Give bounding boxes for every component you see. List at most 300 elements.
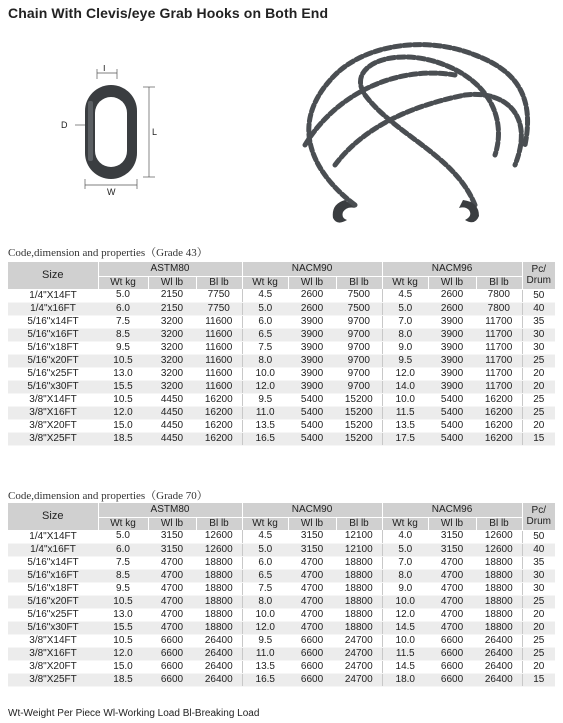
header-sub: Wt kg (98, 277, 148, 290)
value-cell: 6600 (288, 660, 336, 673)
value-cell: 3200 (148, 367, 196, 380)
value-cell: 7.0 (382, 315, 428, 328)
value-cell: 14.5 (382, 660, 428, 673)
size-cell: 1/4"X14FT (8, 530, 98, 543)
value-cell: 13.5 (242, 660, 288, 673)
value-cell: 12600 (476, 530, 522, 543)
value-cell: 5400 (288, 419, 336, 432)
header-sub: Wt kg (98, 518, 148, 531)
value-cell: 3150 (428, 543, 476, 556)
value-cell: 18800 (336, 556, 382, 569)
value-cell: 9700 (336, 328, 382, 341)
value-cell: 4700 (428, 595, 476, 608)
value-cell: 2600 (288, 302, 336, 315)
value-cell: 24700 (336, 647, 382, 660)
value-cell: 3200 (148, 328, 196, 341)
value-cell: 13.5 (242, 419, 288, 432)
value-cell: 4700 (148, 595, 196, 608)
header-size: Size (8, 503, 98, 530)
value-cell: 8.0 (382, 328, 428, 341)
value-cell: 4450 (148, 393, 196, 406)
value-cell: 16200 (196, 406, 242, 419)
table-row (8, 289, 555, 302)
value-cell: 13.0 (98, 367, 148, 380)
value-cell: 50 (522, 289, 555, 302)
value-cell: 7.0 (382, 556, 428, 569)
size-cell: 5/16"x20FT (8, 595, 98, 608)
header-sub: Wl lb (428, 277, 476, 290)
value-cell: 9.5 (98, 341, 148, 354)
value-cell: 25 (522, 647, 555, 660)
table-row (8, 367, 555, 380)
value-cell: 11.0 (242, 406, 288, 419)
value-cell: 9700 (336, 380, 382, 393)
value-cell: 12.0 (98, 647, 148, 660)
header-sub: Bl lb (476, 277, 522, 290)
value-cell: 5400 (288, 393, 336, 406)
value-cell: 18.0 (382, 673, 428, 686)
value-cell: 12600 (476, 543, 522, 556)
value-cell: 3150 (288, 543, 336, 556)
value-cell: 16.5 (242, 432, 288, 445)
value-cell: 6.5 (242, 328, 288, 341)
value-cell: 4700 (148, 582, 196, 595)
table-row (8, 608, 555, 621)
size-cell: 3/8"X25FT (8, 673, 98, 686)
value-cell: 26400 (196, 673, 242, 686)
value-cell: 12.0 (242, 621, 288, 634)
value-cell: 7.5 (98, 556, 148, 569)
table-row (8, 432, 555, 445)
value-cell: 3200 (148, 341, 196, 354)
value-cell: 24700 (336, 673, 382, 686)
value-cell: 16200 (196, 432, 242, 445)
table-row (8, 354, 555, 367)
value-cell: 3200 (148, 354, 196, 367)
value-cell: 4700 (428, 621, 476, 634)
value-cell: 3900 (428, 341, 476, 354)
header-sub: Bl lb (196, 277, 242, 290)
value-cell: 15 (522, 432, 555, 445)
value-cell: 6.0 (242, 315, 288, 328)
diagram-label-d: D (61, 120, 68, 130)
value-cell: 7.5 (242, 582, 288, 595)
value-cell: 4700 (288, 608, 336, 621)
value-cell: 12100 (336, 543, 382, 556)
value-cell: 9700 (336, 367, 382, 380)
value-cell: 15.5 (98, 380, 148, 393)
value-cell: 6.0 (242, 556, 288, 569)
value-cell: 9.5 (382, 354, 428, 367)
header-sub: Wl lb (288, 277, 336, 290)
value-cell: 16200 (476, 406, 522, 419)
value-cell: 4700 (148, 608, 196, 621)
value-cell: 4700 (288, 595, 336, 608)
size-cell: 3/8"X14FT (8, 634, 98, 647)
value-cell: 8.5 (98, 328, 148, 341)
value-cell: 16200 (476, 419, 522, 432)
value-cell: 12.0 (98, 406, 148, 419)
table-row (8, 647, 555, 660)
value-cell: 30 (522, 582, 555, 595)
value-cell: 12600 (196, 530, 242, 543)
value-cell: 18800 (336, 608, 382, 621)
value-cell: 7500 (336, 302, 382, 315)
header-sub: Bl lb (336, 518, 382, 531)
header-sub: Wt kg (382, 518, 428, 531)
value-cell: 3150 (428, 530, 476, 543)
value-cell: 4.5 (242, 530, 288, 543)
value-cell: 13.5 (382, 419, 428, 432)
value-cell: 18800 (476, 608, 522, 621)
value-cell: 9.0 (382, 341, 428, 354)
value-cell: 18800 (196, 582, 242, 595)
value-cell: 24700 (336, 634, 382, 647)
value-cell: 12.0 (382, 608, 428, 621)
header-pc-drum: Pc/ Drum (522, 262, 555, 289)
size-cell: 5/16"x18FT (8, 341, 98, 354)
value-cell: 4.0 (382, 530, 428, 543)
value-cell: 26400 (476, 634, 522, 647)
value-cell: 16200 (476, 432, 522, 445)
value-cell: 18.5 (98, 673, 148, 686)
value-cell: 10.5 (98, 634, 148, 647)
value-cell: 26400 (476, 660, 522, 673)
value-cell: 3900 (428, 380, 476, 393)
value-cell: 12600 (196, 543, 242, 556)
value-cell: 11700 (476, 380, 522, 393)
value-cell: 24700 (336, 660, 382, 673)
value-cell: 18800 (196, 595, 242, 608)
size-cell: 1/4"X14FT (8, 289, 98, 302)
table-row (8, 328, 555, 341)
value-cell: 15200 (336, 406, 382, 419)
value-cell: 18800 (196, 556, 242, 569)
header-sub: Wt kg (242, 277, 288, 290)
value-cell: 3900 (428, 315, 476, 328)
size-cell: 3/8"X25FT (8, 432, 98, 445)
header-group: NACM90 (242, 262, 382, 277)
value-cell: 5.0 (98, 289, 148, 302)
table-row (8, 569, 555, 582)
value-cell: 10.5 (98, 354, 148, 367)
value-cell: 3900 (288, 380, 336, 393)
value-cell: 50 (522, 530, 555, 543)
header-sub: Wl lb (148, 518, 196, 531)
value-cell: 18800 (336, 569, 382, 582)
size-cell: 5/16"x30FT (8, 621, 98, 634)
value-cell: 2600 (428, 289, 476, 302)
chain-link-dimension-diagram (55, 65, 165, 195)
value-cell: 4450 (148, 432, 196, 445)
table-row (8, 660, 555, 673)
table-row (8, 543, 555, 556)
header-group: NACM90 (242, 503, 382, 518)
value-cell: 3900 (288, 354, 336, 367)
value-cell: 6600 (288, 634, 336, 647)
value-cell: 25 (522, 393, 555, 406)
value-cell: 14.0 (382, 380, 428, 393)
value-cell: 4700 (288, 621, 336, 634)
header-group: NACM96 (382, 503, 522, 518)
value-cell: 6600 (148, 647, 196, 660)
value-cell: 13.0 (98, 608, 148, 621)
diagram-label-i: I (103, 65, 106, 73)
value-cell: 9700 (336, 341, 382, 354)
value-cell: 7.5 (242, 341, 288, 354)
value-cell: 11700 (476, 341, 522, 354)
value-cell: 4450 (148, 419, 196, 432)
value-cell: 18800 (476, 621, 522, 634)
table-row (8, 621, 555, 634)
chain-with-hooks-image (275, 35, 555, 225)
value-cell: 20 (522, 621, 555, 634)
value-cell: 6.0 (98, 543, 148, 556)
value-cell: 11600 (196, 367, 242, 380)
size-cell: 5/16"x14FT (8, 556, 98, 569)
value-cell: 5400 (288, 406, 336, 419)
table-row (8, 595, 555, 608)
value-cell: 5.0 (98, 530, 148, 543)
value-cell: 3900 (288, 328, 336, 341)
value-cell: 3150 (148, 543, 196, 556)
header-pc-drum: Pc/ Drum (522, 503, 555, 530)
value-cell: 4700 (148, 569, 196, 582)
value-cell: 11600 (196, 354, 242, 367)
value-cell: 4450 (148, 406, 196, 419)
value-cell: 3900 (288, 315, 336, 328)
value-cell: 30 (522, 569, 555, 582)
value-cell: 7.5 (98, 315, 148, 328)
size-cell: 5/16"x25FT (8, 367, 98, 380)
page-title: Chain With Clevis/eye Grab Hooks on Both End (8, 5, 329, 21)
header-sub: Wt kg (242, 518, 288, 531)
value-cell: 3900 (428, 367, 476, 380)
properties-table-grade-43 (8, 262, 555, 446)
value-cell: 5400 (428, 393, 476, 406)
value-cell: 12.0 (382, 367, 428, 380)
table-row (8, 419, 555, 432)
value-cell: 4700 (428, 556, 476, 569)
value-cell: 4700 (428, 582, 476, 595)
value-cell: 3900 (428, 328, 476, 341)
value-cell: 11.0 (242, 647, 288, 660)
table-row (8, 406, 555, 419)
value-cell: 11600 (196, 328, 242, 341)
value-cell: 5400 (428, 432, 476, 445)
header-group: ASTM80 (98, 262, 242, 277)
value-cell: 5.0 (242, 302, 288, 315)
value-cell: 26400 (196, 634, 242, 647)
size-cell: 5/16"x20FT (8, 354, 98, 367)
header-sub: Bl lb (336, 277, 382, 290)
value-cell: 3900 (428, 354, 476, 367)
table-row (8, 582, 555, 595)
size-cell: 3/8"X14FT (8, 393, 98, 406)
value-cell: 35 (522, 556, 555, 569)
value-cell: 7800 (476, 289, 522, 302)
value-cell: 20 (522, 419, 555, 432)
value-cell: 6600 (148, 634, 196, 647)
size-cell: 5/16"x14FT (8, 315, 98, 328)
value-cell: 3900 (288, 341, 336, 354)
value-cell: 26400 (476, 647, 522, 660)
table-row (8, 634, 555, 647)
value-cell: 4700 (428, 608, 476, 621)
value-cell: 9.5 (98, 582, 148, 595)
legend-footer: Wt-Weight Per Piece Wl-Working Load Bl-Breaking Load (8, 708, 260, 719)
table-caption-grade-70: Code,dimension and properties（Grade 70） (8, 490, 208, 502)
value-cell: 25 (522, 406, 555, 419)
value-cell: 15200 (336, 393, 382, 406)
size-cell: 5/16"x16FT (8, 569, 98, 582)
value-cell: 10.0 (242, 367, 288, 380)
value-cell: 2150 (148, 289, 196, 302)
value-cell: 18800 (476, 556, 522, 569)
size-cell: 1/4"x16FT (8, 543, 98, 556)
value-cell: 10.5 (98, 595, 148, 608)
value-cell: 15200 (336, 432, 382, 445)
value-cell: 10.0 (382, 634, 428, 647)
table-row (8, 393, 555, 406)
value-cell: 4700 (148, 556, 196, 569)
value-cell: 16200 (196, 419, 242, 432)
value-cell: 7750 (196, 289, 242, 302)
value-cell: 18.5 (98, 432, 148, 445)
properties-table-grade-70 (8, 503, 555, 687)
value-cell: 30 (522, 341, 555, 354)
value-cell: 7750 (196, 302, 242, 315)
value-cell: 11600 (196, 380, 242, 393)
value-cell: 18800 (336, 582, 382, 595)
value-cell: 11700 (476, 328, 522, 341)
table-row (8, 302, 555, 315)
size-cell: 3/8"X16FT (8, 647, 98, 660)
value-cell: 11600 (196, 341, 242, 354)
value-cell: 7500 (336, 289, 382, 302)
value-cell: 3900 (288, 367, 336, 380)
size-cell: 5/16"x25FT (8, 608, 98, 621)
value-cell: 6.5 (242, 569, 288, 582)
value-cell: 11.5 (382, 647, 428, 660)
header-size: Size (8, 262, 98, 289)
value-cell: 6600 (148, 660, 196, 673)
value-cell: 15 (522, 673, 555, 686)
value-cell: 9.0 (382, 582, 428, 595)
value-cell: 5400 (428, 406, 476, 419)
value-cell: 4.5 (242, 289, 288, 302)
value-cell: 10.0 (242, 608, 288, 621)
value-cell: 12.0 (242, 380, 288, 393)
value-cell: 6.0 (98, 302, 148, 315)
value-cell: 5.0 (382, 543, 428, 556)
value-cell: 25 (522, 595, 555, 608)
value-cell: 11700 (476, 354, 522, 367)
value-cell: 5.0 (242, 543, 288, 556)
value-cell: 8.0 (242, 595, 288, 608)
value-cell: 10.5 (98, 393, 148, 406)
value-cell: 7800 (476, 302, 522, 315)
table-row (8, 315, 555, 328)
value-cell: 10.0 (382, 595, 428, 608)
size-cell: 1/4"x16FT (8, 302, 98, 315)
value-cell: 18800 (196, 608, 242, 621)
value-cell: 4700 (288, 569, 336, 582)
size-cell: 5/16"x30FT (8, 380, 98, 393)
value-cell: 10.0 (382, 393, 428, 406)
value-cell: 4700 (288, 556, 336, 569)
value-cell: 5400 (288, 432, 336, 445)
value-cell: 26400 (196, 647, 242, 660)
value-cell: 18800 (336, 621, 382, 634)
value-cell: 20 (522, 367, 555, 380)
table-row (8, 556, 555, 569)
value-cell: 6600 (288, 647, 336, 660)
value-cell: 18800 (476, 569, 522, 582)
value-cell: 2150 (148, 302, 196, 315)
value-cell: 18800 (476, 595, 522, 608)
header-sub: Bl lb (196, 518, 242, 531)
header-sub: Wt kg (382, 277, 428, 290)
value-cell: 9700 (336, 315, 382, 328)
value-cell: 20 (522, 660, 555, 673)
header-sub: Bl lb (476, 518, 522, 531)
diagram-label-l: L (152, 127, 158, 137)
value-cell: 4.5 (382, 289, 428, 302)
header-group: NACM96 (382, 262, 522, 277)
value-cell: 15200 (336, 419, 382, 432)
value-cell: 6600 (428, 634, 476, 647)
value-cell: 35 (522, 315, 555, 328)
value-cell: 6600 (148, 673, 196, 686)
value-cell: 9.5 (242, 393, 288, 406)
size-cell: 3/8"X20FT (8, 660, 98, 673)
value-cell: 5400 (428, 419, 476, 432)
header-group: ASTM80 (98, 503, 242, 518)
value-cell: 6600 (428, 660, 476, 673)
value-cell: 15.0 (98, 660, 148, 673)
value-cell: 8.5 (98, 569, 148, 582)
value-cell: 15.0 (98, 419, 148, 432)
value-cell: 16200 (196, 393, 242, 406)
value-cell: 9.5 (242, 634, 288, 647)
value-cell: 17.5 (382, 432, 428, 445)
value-cell: 26400 (196, 660, 242, 673)
value-cell: 16200 (476, 393, 522, 406)
value-cell: 9700 (336, 354, 382, 367)
size-cell: 3/8"X16FT (8, 406, 98, 419)
value-cell: 6600 (428, 673, 476, 686)
value-cell: 18800 (336, 595, 382, 608)
value-cell: 11600 (196, 315, 242, 328)
value-cell: 15.5 (98, 621, 148, 634)
value-cell: 12100 (336, 530, 382, 543)
value-cell: 20 (522, 608, 555, 621)
value-cell: 30 (522, 328, 555, 341)
value-cell: 4700 (288, 582, 336, 595)
header-sub: Wl lb (428, 518, 476, 531)
value-cell: 11.5 (382, 406, 428, 419)
value-cell: 5.0 (382, 302, 428, 315)
value-cell: 16.5 (242, 673, 288, 686)
value-cell: 18800 (196, 569, 242, 582)
size-cell: 5/16"x18FT (8, 582, 98, 595)
table-row (8, 530, 555, 543)
table-row (8, 341, 555, 354)
value-cell: 40 (522, 302, 555, 315)
value-cell: 3150 (288, 530, 336, 543)
value-cell: 6600 (288, 673, 336, 686)
